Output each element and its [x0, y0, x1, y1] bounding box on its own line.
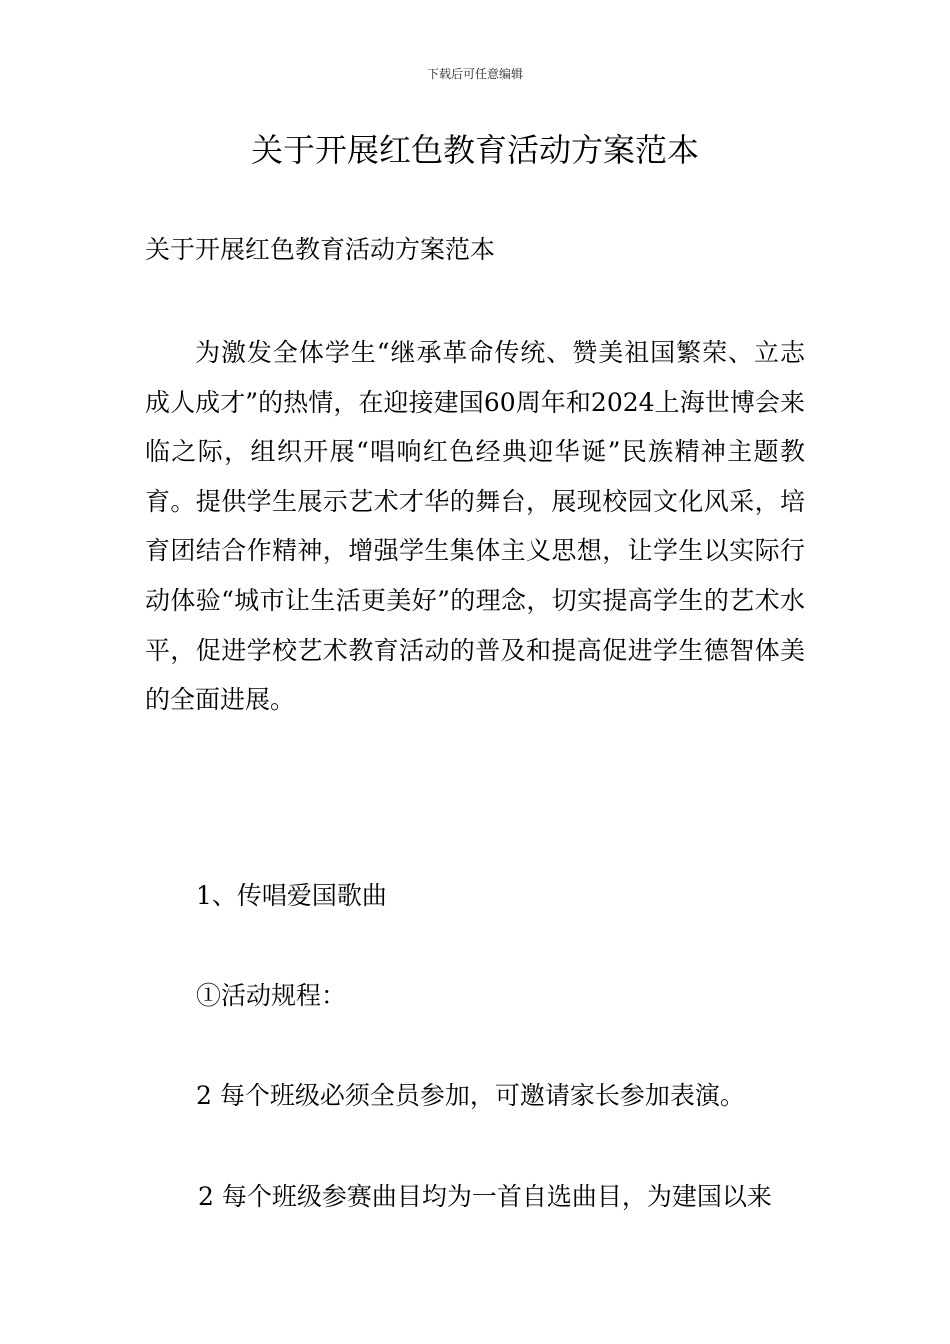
intro-paragraph: 为激发全体学生“继承革命传统、赞美祖国繁荣、立志成人成才”的热情，在迎接建国60周年和2024上海世博会来临之际，组织开展“唱响红色经典迎华诞”民族精神主题教育。提供学生展示艺术才华的舞台，展现校园文化风采，培育团结合作精神，增强学生集体主义思想，让学生以实际行动体验“城市让生活更美好”的理念，切实提高学生的艺术水平，促进学校艺术教育活动的普及和提高促进学生德智体美的全面进展。 [145, 338, 805, 715]
document-subtitle: 关于开展红色教育活动方案范本 [145, 235, 496, 264]
sub-heading: ①活动规程： [196, 981, 347, 1010]
document-title: 关于开展红色教育活动方案范本 [250, 131, 699, 169]
rule-item-2: 2 每个班级参赛曲目均为一首自选曲目，为建国以来 [198, 1182, 772, 1211]
section-heading: 1、传唱爱国歌曲 [196, 881, 387, 910]
header-note: 下载后可任意编辑 [426, 67, 523, 81]
rule-item-1: 2 每个班级必须全员参加，可邀请家长参加表演。 [196, 1081, 745, 1110]
